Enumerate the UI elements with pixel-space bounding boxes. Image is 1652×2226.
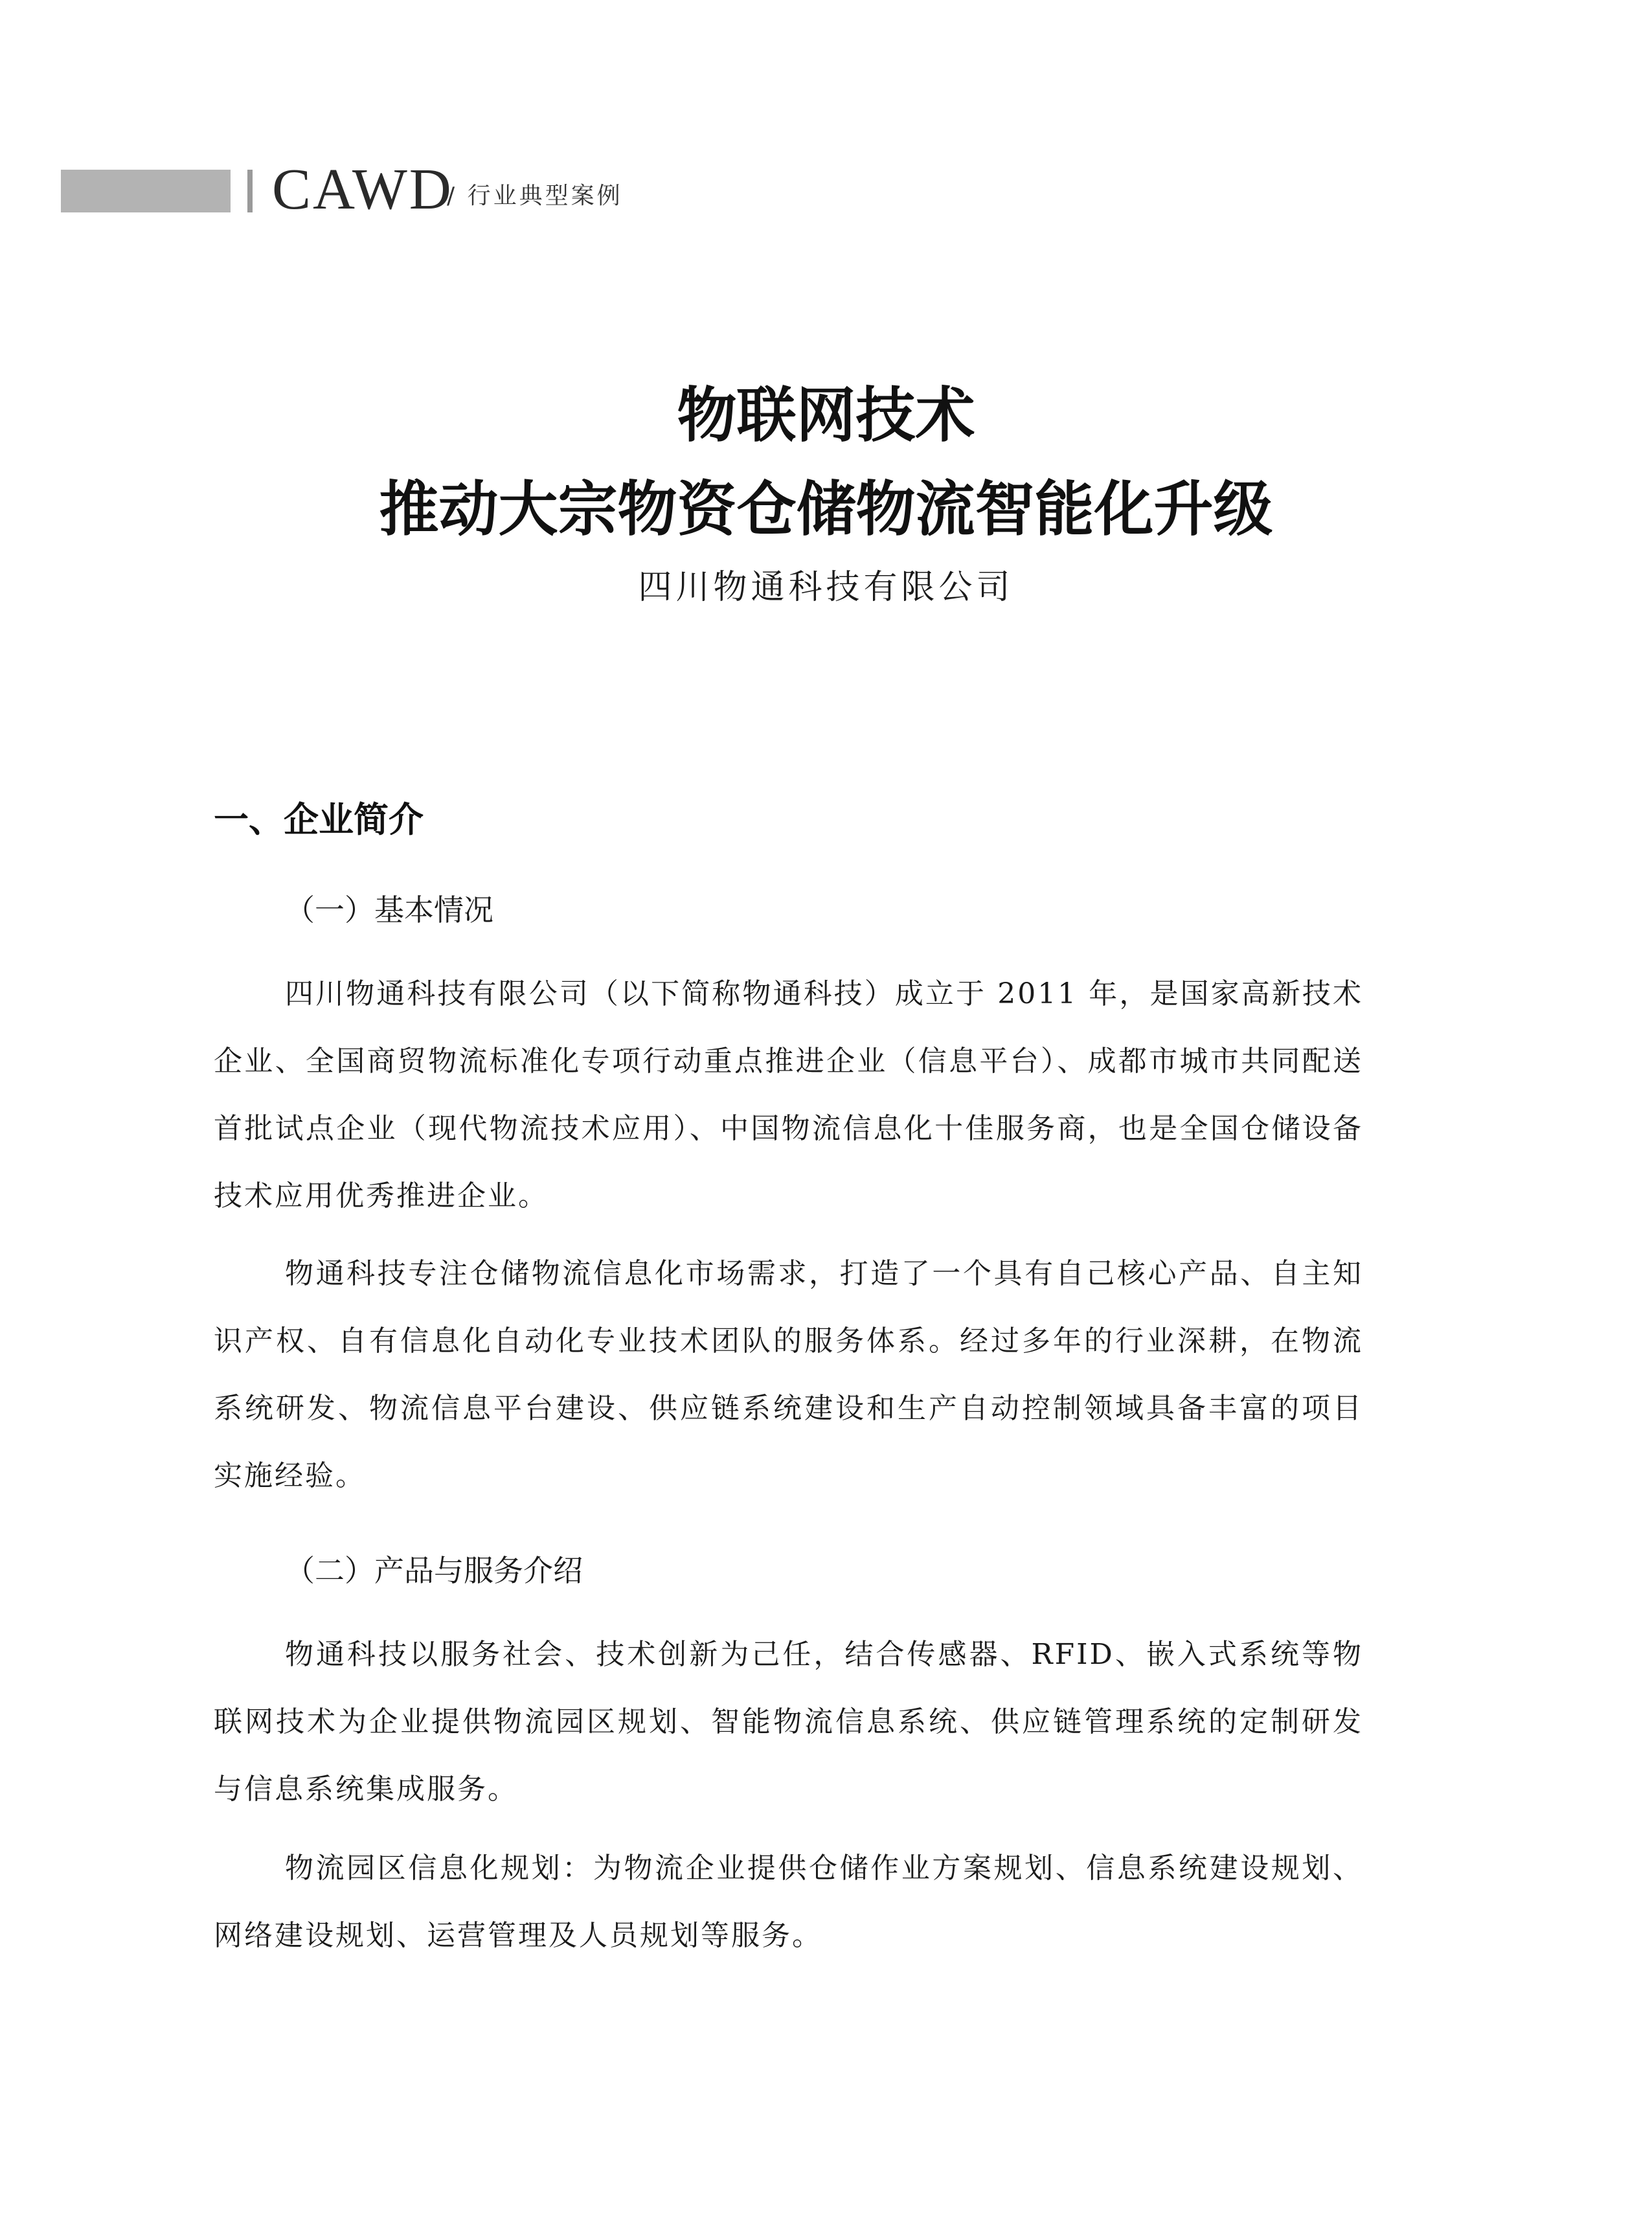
subsection-heading-products: （二）产品与服务介绍 xyxy=(285,1553,583,1588)
paragraph: 物流园区信息化规划：为物流企业提供仓储作业方案规划、信息系统建设规划、网络建设规划、运营管理及人员规划等服务。 xyxy=(214,1852,1363,1952)
header-decor-bar xyxy=(61,170,231,212)
article-title-line-2: 推动大宗物资仓储物流智能化升级 xyxy=(379,475,1273,544)
header-brand: CAWD xyxy=(272,157,453,221)
paragraph: 物通科技专注仓储物流信息化市场需求，打造了一个具有自己核心产品、自主知识产权、自有信息化自动化专业技术团队的服务体系。经过多年的行业深耕，在物流系统研发、物流信息平台建设、供应链系统建设和生产自动控制领域具备丰富的项目实施经验。 xyxy=(214,1257,1363,1492)
section-heading: 一、企业简介 xyxy=(214,799,424,840)
company-name: 四川物通科技有限公司 xyxy=(638,568,1014,607)
header-divider xyxy=(247,170,253,212)
paragraph: 四川物通科技有限公司（以下简称物通科技）成立于 2011 年，是国家高新技术企业、全国商贸物流标准化专项行动重点推进企业（信息平台）、成都市城市共同配送首批试点企业（现代物流技术应用）、中国物流信息化十佳服务商，也是全国仓储设备技术应用优秀推进企业。 xyxy=(214,977,1363,1212)
article-title-line-1: 物联网技术 xyxy=(677,381,975,450)
paragraph: 物通科技以服务社会、技术创新为己任，结合传感器、RFID、嵌入式系统等物联网技术为企业提供物流园区规划、智能物流信息系统、供应链管理系统的定制研发与信息系统集成服务。 xyxy=(214,1638,1363,1806)
subsection-heading-basic: （一）基本情况 xyxy=(285,892,493,927)
header-section-label: / 行业典型案例 xyxy=(447,183,623,209)
